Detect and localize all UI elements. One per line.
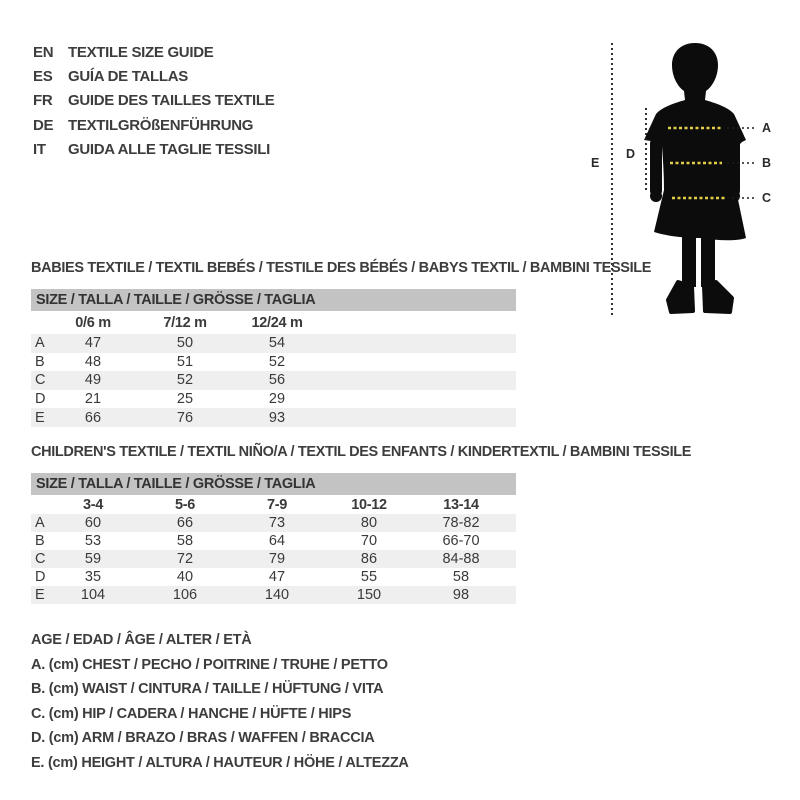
column-header: 7-9: [266, 496, 288, 513]
lang-label: GUIDA ALLE TAGLIE TESSILI: [68, 140, 270, 158]
cell: 50: [176, 335, 194, 352]
language-row-it: [33, 137, 274, 161]
lang-label: TEXTILGRÖßENFÜHRUNG: [68, 116, 254, 134]
language-row-fr: [33, 89, 274, 113]
cell: 79: [268, 551, 286, 567]
children-table: [31, 473, 516, 604]
size-header-label: SIZE / TALLA / TAILLE / GRÖSSE / TAGLIA: [36, 292, 316, 308]
babies-title: BABIES TEXTILE / TEXTIL BEBÉS / TESTILE DES BÉBÉS / BABYS TEXTIL / BAMBINI TESSILE: [31, 260, 652, 276]
child-silhouette-figure: [585, 30, 800, 330]
cell: 140: [264, 587, 290, 603]
measure-label-e: E: [591, 156, 600, 170]
cell: 56: [268, 372, 286, 389]
cell: 66: [84, 409, 102, 426]
cell: 48: [84, 353, 102, 370]
table-row: [31, 550, 516, 568]
cell: 66: [176, 515, 194, 531]
row-label: E: [35, 409, 45, 426]
cell: 58: [176, 533, 194, 549]
measurement-legend: [31, 628, 409, 775]
children-size-header-bar: [31, 473, 516, 495]
cell: 47: [84, 335, 102, 352]
cell: 40: [176, 569, 194, 585]
row-label: B: [35, 353, 45, 370]
children-column-header-row: [31, 495, 516, 514]
language-list: [33, 40, 274, 161]
cell: 59: [84, 551, 102, 567]
cell: 49: [84, 372, 102, 389]
lang-label: GUIDE DES TAILLES TEXTILE: [68, 92, 275, 110]
cell: 80: [360, 515, 378, 531]
measurement-figure: [585, 30, 800, 330]
lang-label: GUÍA DE TALLAS: [68, 67, 188, 85]
cell: 104: [80, 587, 106, 603]
babies-column-header-row: [31, 311, 516, 334]
cell: 58: [452, 569, 470, 585]
cell: 150: [356, 587, 382, 603]
cell: 84-88: [442, 551, 480, 567]
lang-code: EN: [33, 43, 54, 61]
cell: 35: [84, 569, 102, 585]
babies-table: [31, 289, 516, 427]
cell: 76: [176, 409, 194, 426]
measure-label-b: B: [762, 156, 772, 170]
language-row-en: [33, 40, 274, 64]
row-label: A: [35, 335, 45, 352]
table-row: [31, 334, 516, 353]
table-row: [31, 371, 516, 390]
cell: 52: [268, 353, 286, 370]
measure-label-c: C: [762, 191, 772, 205]
row-label: B: [35, 533, 45, 549]
children-title: CHILDREN'S TEXTILE / TEXTIL NIÑO/A / TEXTIL DES ENFANTS / KINDERTEXTIL / BAMBINI TESSILE: [31, 444, 692, 460]
cell: 25: [176, 391, 194, 408]
table-row: [31, 532, 516, 550]
cell: 54: [268, 335, 286, 352]
table-row: [31, 568, 516, 586]
column-header: 7/12 m: [163, 314, 207, 331]
lang-label: TEXTILE SIZE GUIDE: [68, 43, 214, 61]
babies-size-header-bar: [31, 289, 516, 311]
cell: 70: [360, 533, 378, 549]
column-header: 3-4: [82, 496, 104, 513]
column-header: 12/24 m: [251, 314, 303, 331]
cell: 47: [268, 569, 286, 585]
cell: 106: [172, 587, 198, 603]
cell: 66-70: [442, 533, 480, 549]
lang-code: IT: [33, 140, 46, 158]
column-header: 5-6: [174, 496, 196, 513]
cell: 93: [268, 409, 286, 426]
table-row: [31, 514, 516, 532]
cell: 86: [360, 551, 378, 567]
child-silhouette-icon: [644, 43, 746, 312]
cell: 60: [84, 515, 102, 531]
row-label: D: [35, 391, 46, 408]
table-row: [31, 353, 516, 372]
table-row: [31, 408, 516, 427]
legend-line-age: AGE / EDAD / ÂGE / ALTER / ETÀ: [31, 632, 252, 649]
cell: 98: [452, 587, 470, 603]
lang-code: DE: [33, 116, 54, 134]
legend-line-waist: B. (cm) WAIST / CINTURA / TAILLE / HÜFTUNG / VITA: [31, 681, 384, 698]
cell: 21: [84, 391, 102, 408]
table-row: [31, 586, 516, 604]
cell: 51: [176, 353, 194, 370]
row-label: C: [35, 551, 46, 567]
cell: 55: [360, 569, 378, 585]
table-row: [31, 390, 516, 409]
language-row-es: [33, 64, 274, 88]
cell: 64: [268, 533, 286, 549]
legend-line-hip: C. (cm) HIP / CADERA / HANCHE / HÜFTE / HIPS: [31, 705, 352, 722]
cell: 72: [176, 551, 194, 567]
cell: 29: [268, 391, 286, 408]
legend-line-chest: A. (cm) CHEST / PECHO / POITRINE / TRUHE / PETTO: [31, 656, 388, 673]
lang-code: ES: [33, 67, 53, 85]
lang-code: FR: [33, 92, 53, 110]
cell: 78-82: [442, 515, 480, 531]
legend-line-height: E. (cm) HEIGHT / ALTURA / HAUTEUR / HÖHE / ALTEZZA: [31, 754, 409, 771]
legend-line-arm: D. (cm) ARM / BRAZO / BRAS / WAFFEN / BRACCIA: [31, 730, 375, 747]
column-header: 10-12: [351, 496, 387, 513]
cell: 53: [84, 533, 102, 549]
language-row-de: [33, 113, 274, 137]
row-label: C: [35, 372, 46, 389]
row-label: E: [35, 587, 45, 603]
measure-label-a: A: [762, 121, 772, 135]
cell: 73: [268, 515, 286, 531]
row-label: A: [35, 515, 45, 531]
measure-label-d: D: [626, 147, 636, 161]
column-header: 13-14: [443, 496, 479, 513]
row-label: D: [35, 569, 46, 585]
column-header: 0/6 m: [75, 314, 111, 331]
size-header-label: SIZE / TALLA / TAILLE / GRÖSSE / TAGLIA: [36, 476, 316, 492]
cell: 52: [176, 372, 194, 389]
